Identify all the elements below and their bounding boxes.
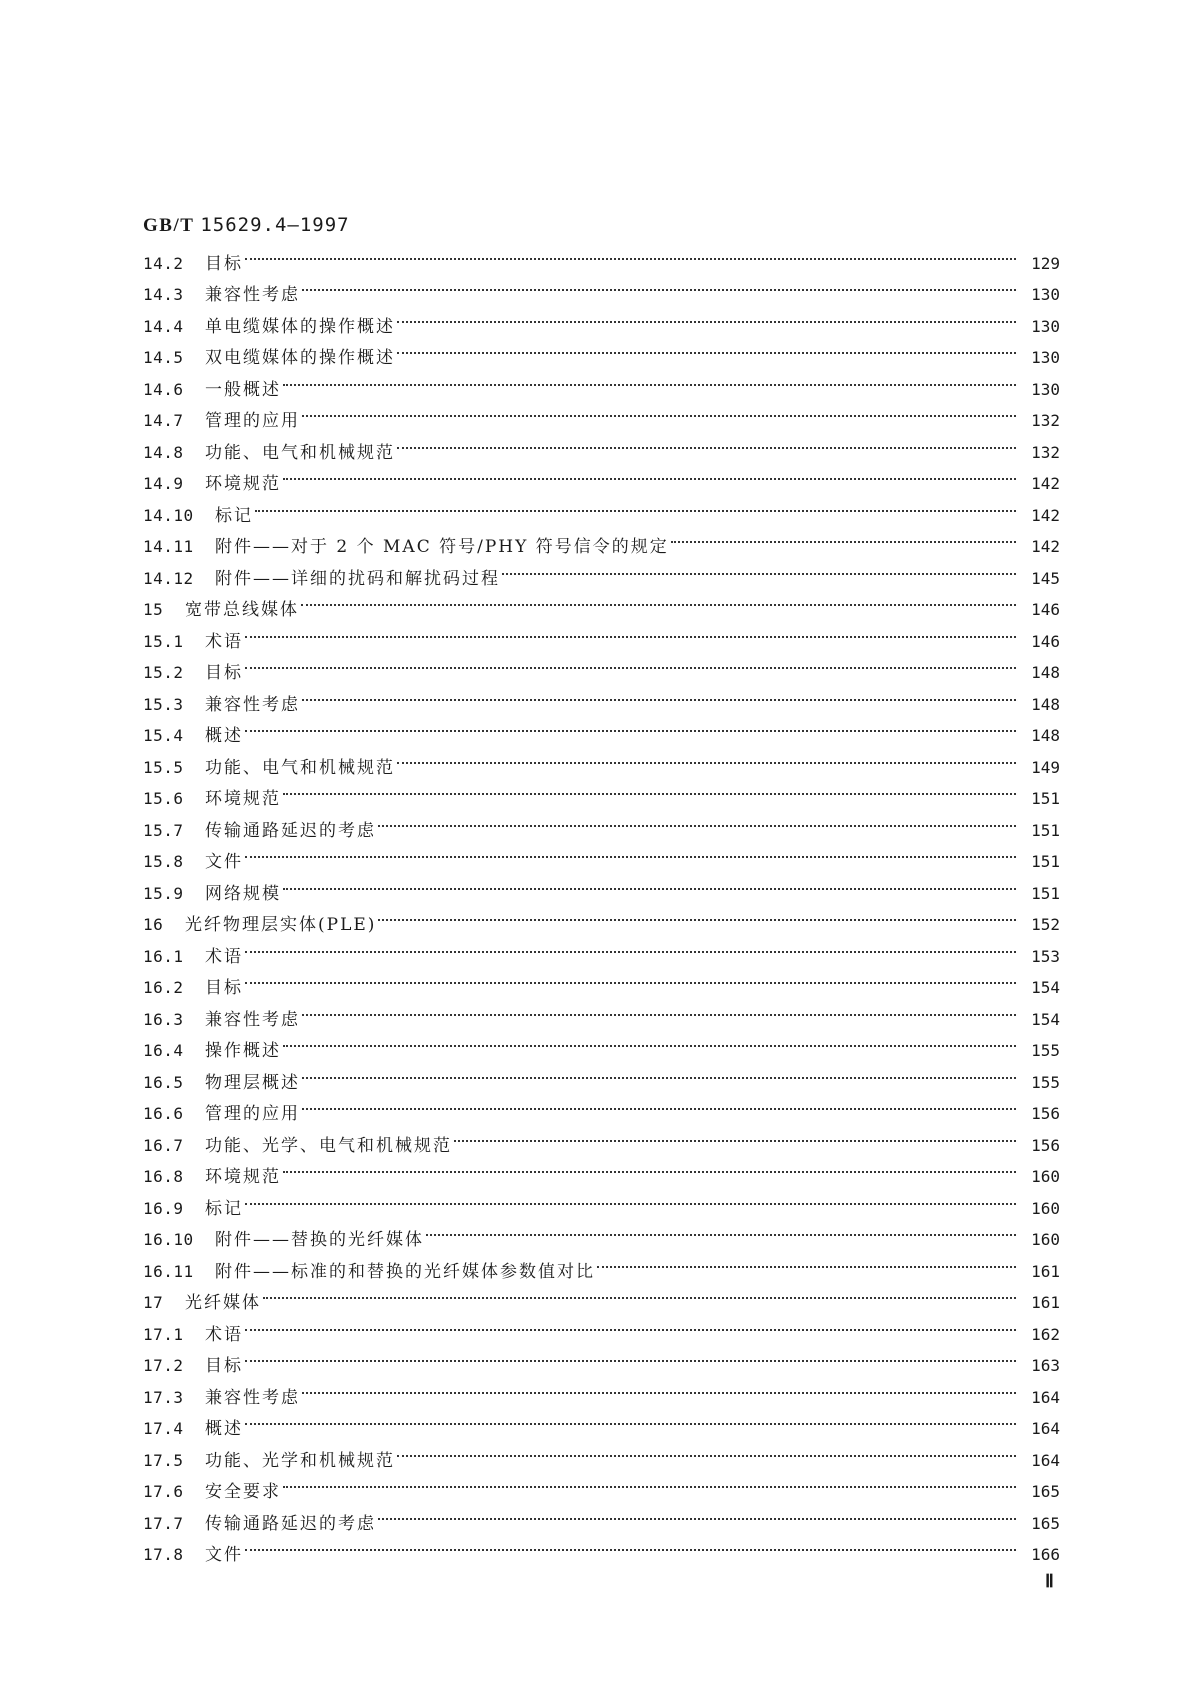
toc-section-number: 16.9 bbox=[143, 1198, 184, 1218]
toc-entry[interactable] bbox=[143, 237, 1060, 274]
toc-section-number: 17.3 bbox=[143, 1387, 184, 1407]
toc-page-number: 146 bbox=[1031, 600, 1060, 619]
toc-page-number: 142 bbox=[1031, 474, 1060, 493]
toc-section-number: 17.8 bbox=[143, 1545, 184, 1564]
toc-dot-leader bbox=[454, 1119, 1016, 1151]
toc-section-number: 15.5 bbox=[143, 757, 184, 777]
toc-page-number: 160 bbox=[1031, 1167, 1060, 1186]
toc-dot-leader bbox=[397, 1434, 1016, 1466]
toc-section-number: 17.6 bbox=[143, 1482, 184, 1501]
toc-dot-leader bbox=[302, 1371, 1016, 1403]
toc-section-number: 14.2 bbox=[143, 253, 184, 273]
toc-section-title: 兼容性考虑 bbox=[205, 285, 300, 305]
toc-dot-leader bbox=[245, 1529, 1016, 1561]
toc-section-number: 17.4 bbox=[143, 1419, 184, 1438]
toc-page-number: 151 bbox=[1031, 789, 1060, 808]
toc-section-number: 16.7 bbox=[143, 1135, 184, 1155]
toc-section-title: 概述 bbox=[205, 1419, 243, 1439]
toc-page-number: 142 bbox=[1031, 505, 1060, 525]
toc-entry[interactable] bbox=[143, 1340, 1060, 1376]
toc-dot-leader bbox=[378, 899, 1016, 931]
toc-entry[interactable] bbox=[143, 1403, 1060, 1439]
standard-prefix: GB/T bbox=[143, 215, 195, 236]
toc-page-number: 130 bbox=[1031, 348, 1060, 367]
toc-section-title: 文件 bbox=[205, 852, 243, 872]
toc-section-title: 环境规范 bbox=[205, 1167, 281, 1187]
toc-section-title: 光纤物理层实体(PLE) bbox=[185, 915, 377, 935]
toc-entry[interactable] bbox=[143, 1308, 1060, 1345]
toc-section-title: 术语 bbox=[205, 1324, 243, 1345]
toc-section-title: 文件 bbox=[205, 1545, 243, 1565]
toc-page-number: 153 bbox=[1031, 946, 1060, 966]
toc-section-title: 功能、光学和机械规范 bbox=[205, 1450, 395, 1471]
toc-page-number: 148 bbox=[1031, 694, 1060, 714]
toc-section-title: 传输通路延迟的考虑 bbox=[205, 820, 376, 841]
toc-section-title: 光纤媒体 bbox=[185, 1293, 261, 1313]
toc-dot-leader bbox=[245, 647, 1016, 679]
toc-entry[interactable] bbox=[143, 647, 1060, 683]
toc-section-number: 16 bbox=[143, 915, 164, 934]
toc-section-title: 目标 bbox=[205, 1356, 243, 1376]
toc-section-number: 16.5 bbox=[143, 1072, 184, 1092]
page-number: Ⅱ bbox=[1045, 1571, 1054, 1591]
toc-page-number: 130 bbox=[1031, 379, 1060, 399]
toc-section-title: 兼容性考虑 bbox=[205, 694, 300, 715]
toc-entry[interactable] bbox=[143, 1182, 1060, 1219]
toc-page-number: 151 bbox=[1031, 883, 1060, 903]
toc-page-number: 154 bbox=[1031, 1009, 1060, 1029]
toc-page-number: 160 bbox=[1031, 1230, 1060, 1249]
toc-section-title: 目标 bbox=[205, 253, 243, 274]
toc-section-number: 14.8 bbox=[143, 442, 184, 462]
toc-section-title: 标记 bbox=[215, 505, 253, 526]
toc-dot-leader bbox=[302, 993, 1016, 1025]
toc-section-title: 管理的应用 bbox=[205, 1104, 300, 1124]
toc-dot-leader bbox=[283, 1466, 1016, 1498]
toc-section-number: 16.2 bbox=[143, 978, 184, 997]
toc-section-title: 管理的应用 bbox=[205, 411, 300, 431]
toc-section-title: 网络规模 bbox=[205, 883, 281, 904]
toc-section-title: 安全要求 bbox=[205, 1482, 281, 1502]
toc-section-title: 附件——标准的和替换的光纤媒体参数值对比 bbox=[215, 1261, 595, 1282]
toc-page-number: 163 bbox=[1031, 1356, 1060, 1375]
toc-section-number: 15.7 bbox=[143, 820, 184, 840]
toc-section-number: 16.10 bbox=[143, 1230, 194, 1249]
toc-dot-leader bbox=[378, 804, 1016, 836]
toc-page-number: 156 bbox=[1031, 1104, 1060, 1123]
toc-entry[interactable] bbox=[143, 962, 1060, 998]
toc-dot-leader bbox=[397, 741, 1016, 773]
toc-dot-leader bbox=[302, 1056, 1016, 1088]
toc-page-number: 151 bbox=[1031, 852, 1060, 871]
toc-section-number: 14.5 bbox=[143, 348, 184, 367]
toc-section-number: 14.9 bbox=[143, 474, 184, 493]
toc-page-number: 164 bbox=[1031, 1387, 1060, 1407]
toc-dot-leader bbox=[283, 1151, 1016, 1183]
toc-section-title: 环境规范 bbox=[205, 789, 281, 809]
toc-page-number: 145 bbox=[1031, 568, 1060, 588]
toc-section-title: 双电缆媒体的操作概述 bbox=[205, 348, 395, 368]
toc-entry[interactable] bbox=[143, 1277, 1060, 1313]
toc-page-number: 154 bbox=[1031, 978, 1060, 997]
toc-dot-leader bbox=[597, 1245, 1016, 1277]
toc-section-title: 目标 bbox=[205, 663, 243, 683]
toc-section-number: 15.3 bbox=[143, 694, 184, 714]
toc-dot-leader bbox=[671, 521, 1016, 553]
toc-section-number: 15.6 bbox=[143, 789, 184, 808]
toc-page-number: 148 bbox=[1031, 663, 1060, 682]
toc-section-number: 15.4 bbox=[143, 726, 184, 745]
toc-section-number: 14.10 bbox=[143, 505, 194, 525]
toc-page-number: 164 bbox=[1031, 1450, 1060, 1470]
toc-dot-leader bbox=[302, 395, 1016, 427]
toc-section-number: 15.2 bbox=[143, 663, 184, 682]
toc-entry[interactable] bbox=[143, 1371, 1060, 1408]
toc-section-number: 14.4 bbox=[143, 316, 184, 336]
toc-page-number: 148 bbox=[1031, 726, 1060, 745]
toc-section-title: 术语 bbox=[205, 946, 243, 967]
toc-section-title: 附件——详细的扰码和解扰码过程 bbox=[215, 568, 500, 589]
toc-section-title: 兼容性考虑 bbox=[205, 1009, 300, 1030]
toc-dot-leader bbox=[263, 1277, 1016, 1309]
toc-section-number: 15.9 bbox=[143, 883, 184, 903]
toc-page-number: 161 bbox=[1031, 1293, 1060, 1312]
toc-page-number: 155 bbox=[1031, 1041, 1060, 1060]
toc-section-title: 单电缆媒体的操作概述 bbox=[205, 316, 395, 337]
toc-page-number: 149 bbox=[1031, 757, 1060, 777]
toc-page-number: 166 bbox=[1031, 1545, 1060, 1564]
toc-entry[interactable] bbox=[143, 1529, 1060, 1565]
toc-section-title: 操作概述 bbox=[205, 1041, 281, 1061]
toc-page-number: 130 bbox=[1031, 316, 1060, 336]
toc-dot-leader bbox=[397, 332, 1016, 364]
toc-section-number: 15.1 bbox=[143, 631, 184, 651]
toc-dot-leader bbox=[245, 710, 1016, 742]
toc-page-number: 162 bbox=[1031, 1324, 1060, 1344]
toc-page-number: 132 bbox=[1031, 442, 1060, 462]
toc-dot-leader bbox=[283, 363, 1016, 395]
toc-dot-leader bbox=[502, 552, 1016, 584]
toc-dot-leader bbox=[245, 836, 1016, 868]
toc-entry[interactable] bbox=[143, 521, 1060, 557]
toc-section-number: 17 bbox=[143, 1293, 164, 1312]
toc-page-number: 132 bbox=[1031, 411, 1060, 430]
toc-dot-leader bbox=[426, 1214, 1016, 1246]
toc-dot-leader bbox=[283, 1025, 1016, 1057]
toc-section-title: 环境规范 bbox=[205, 474, 281, 494]
toc-entry[interactable] bbox=[143, 1434, 1060, 1471]
toc-dot-leader bbox=[397, 426, 1016, 458]
toc-section-title: 传输通路延迟的考虑 bbox=[205, 1513, 376, 1534]
toc-page-number: 165 bbox=[1031, 1482, 1060, 1501]
toc-section-title: 标记 bbox=[205, 1198, 243, 1219]
toc-section-title: 功能、电气和机械规范 bbox=[205, 757, 395, 778]
toc-page-number: 156 bbox=[1031, 1135, 1060, 1155]
toc-section-number: 16.6 bbox=[143, 1104, 184, 1123]
toc-section-title: 附件——替换的光纤媒体 bbox=[215, 1230, 424, 1250]
toc-dot-leader bbox=[255, 489, 1016, 521]
toc-entry[interactable] bbox=[143, 269, 1060, 305]
toc-dot-leader bbox=[245, 930, 1016, 962]
standard-number: 15629.4—1997 bbox=[200, 214, 350, 236]
toc-entry[interactable] bbox=[143, 930, 1060, 967]
toc-section-title: 术语 bbox=[205, 631, 243, 652]
toc-dot-leader bbox=[245, 1403, 1016, 1435]
toc-entry[interactable] bbox=[143, 710, 1060, 746]
toc-section-number: 14.12 bbox=[143, 568, 194, 588]
toc-dot-leader bbox=[283, 867, 1016, 899]
toc-entry[interactable] bbox=[143, 741, 1060, 778]
toc-section-number: 17.1 bbox=[143, 1324, 184, 1344]
toc-dot-leader bbox=[302, 678, 1016, 710]
toc-dot-leader bbox=[245, 1182, 1016, 1214]
toc-section-number: 14.11 bbox=[143, 537, 194, 556]
toc-dot-leader bbox=[397, 300, 1016, 332]
toc-section-title: 物理层概述 bbox=[205, 1072, 300, 1093]
toc-dot-leader bbox=[378, 1497, 1016, 1529]
toc-dot-leader bbox=[245, 1308, 1016, 1340]
toc-page-number: 164 bbox=[1031, 1419, 1060, 1438]
toc-section-number: 14.7 bbox=[143, 411, 184, 430]
toc-section-title: 附件——对于 2 个 MAC 符号/PHY 符号信令的规定 bbox=[215, 537, 669, 557]
toc-section-number: 16.4 bbox=[143, 1041, 184, 1060]
toc-dot-leader bbox=[283, 773, 1016, 805]
toc-section-title: 兼容性考虑 bbox=[205, 1387, 300, 1408]
table-of-contents bbox=[143, 237, 1060, 1565]
toc-dot-leader bbox=[302, 269, 1016, 301]
toc-dot-leader bbox=[245, 615, 1016, 647]
toc-section-title: 功能、电气和机械规范 bbox=[205, 442, 395, 463]
toc-section-title: 宽带总线媒体 bbox=[185, 600, 299, 620]
toc-section-number: 15.8 bbox=[143, 852, 184, 871]
toc-page-number: 152 bbox=[1031, 915, 1060, 934]
toc-section-title: 一般概述 bbox=[205, 379, 281, 400]
toc-page-number: 146 bbox=[1031, 631, 1060, 651]
toc-page-number: 130 bbox=[1031, 285, 1060, 304]
toc-section-number: 16.11 bbox=[143, 1261, 194, 1281]
standard-code bbox=[143, 214, 350, 237]
toc-dot-leader bbox=[283, 458, 1016, 490]
toc-page-number: 155 bbox=[1031, 1072, 1060, 1092]
toc-entry[interactable] bbox=[143, 489, 1060, 526]
toc-section-number: 16.8 bbox=[143, 1167, 184, 1186]
toc-page-number: 151 bbox=[1031, 820, 1060, 840]
toc-dot-leader bbox=[301, 584, 1016, 616]
toc-page-number: 160 bbox=[1031, 1198, 1060, 1218]
toc-section-number: 17.2 bbox=[143, 1356, 184, 1375]
toc-page-number: 165 bbox=[1031, 1513, 1060, 1533]
toc-section-title: 功能、光学、电气和机械规范 bbox=[205, 1135, 452, 1156]
toc-section-number: 17.7 bbox=[143, 1513, 184, 1533]
toc-entry[interactable] bbox=[143, 993, 1060, 1030]
toc-section-number: 14.6 bbox=[143, 379, 184, 399]
toc-entry[interactable] bbox=[143, 678, 1060, 715]
toc-section-number: 15 bbox=[143, 600, 164, 619]
toc-dot-leader bbox=[302, 1088, 1016, 1120]
toc-page-number: 129 bbox=[1031, 253, 1060, 273]
toc-section-number: 16.1 bbox=[143, 946, 184, 966]
toc-section-number: 16.3 bbox=[143, 1009, 184, 1029]
toc-section-title: 概述 bbox=[205, 726, 243, 746]
toc-dot-leader bbox=[245, 1340, 1016, 1372]
toc-section-title: 目标 bbox=[205, 978, 243, 998]
toc-entry[interactable] bbox=[143, 836, 1060, 872]
toc-page-number: 161 bbox=[1031, 1261, 1060, 1281]
toc-entry[interactable] bbox=[143, 867, 1060, 904]
toc-entry[interactable] bbox=[143, 615, 1060, 652]
toc-entry[interactable] bbox=[143, 1214, 1060, 1250]
toc-dot-leader bbox=[245, 237, 1016, 269]
toc-dot-leader bbox=[245, 962, 1016, 994]
toc-section-number: 14.3 bbox=[143, 285, 184, 304]
toc-page-number: 142 bbox=[1031, 537, 1060, 556]
toc-section-number: 17.5 bbox=[143, 1450, 184, 1470]
